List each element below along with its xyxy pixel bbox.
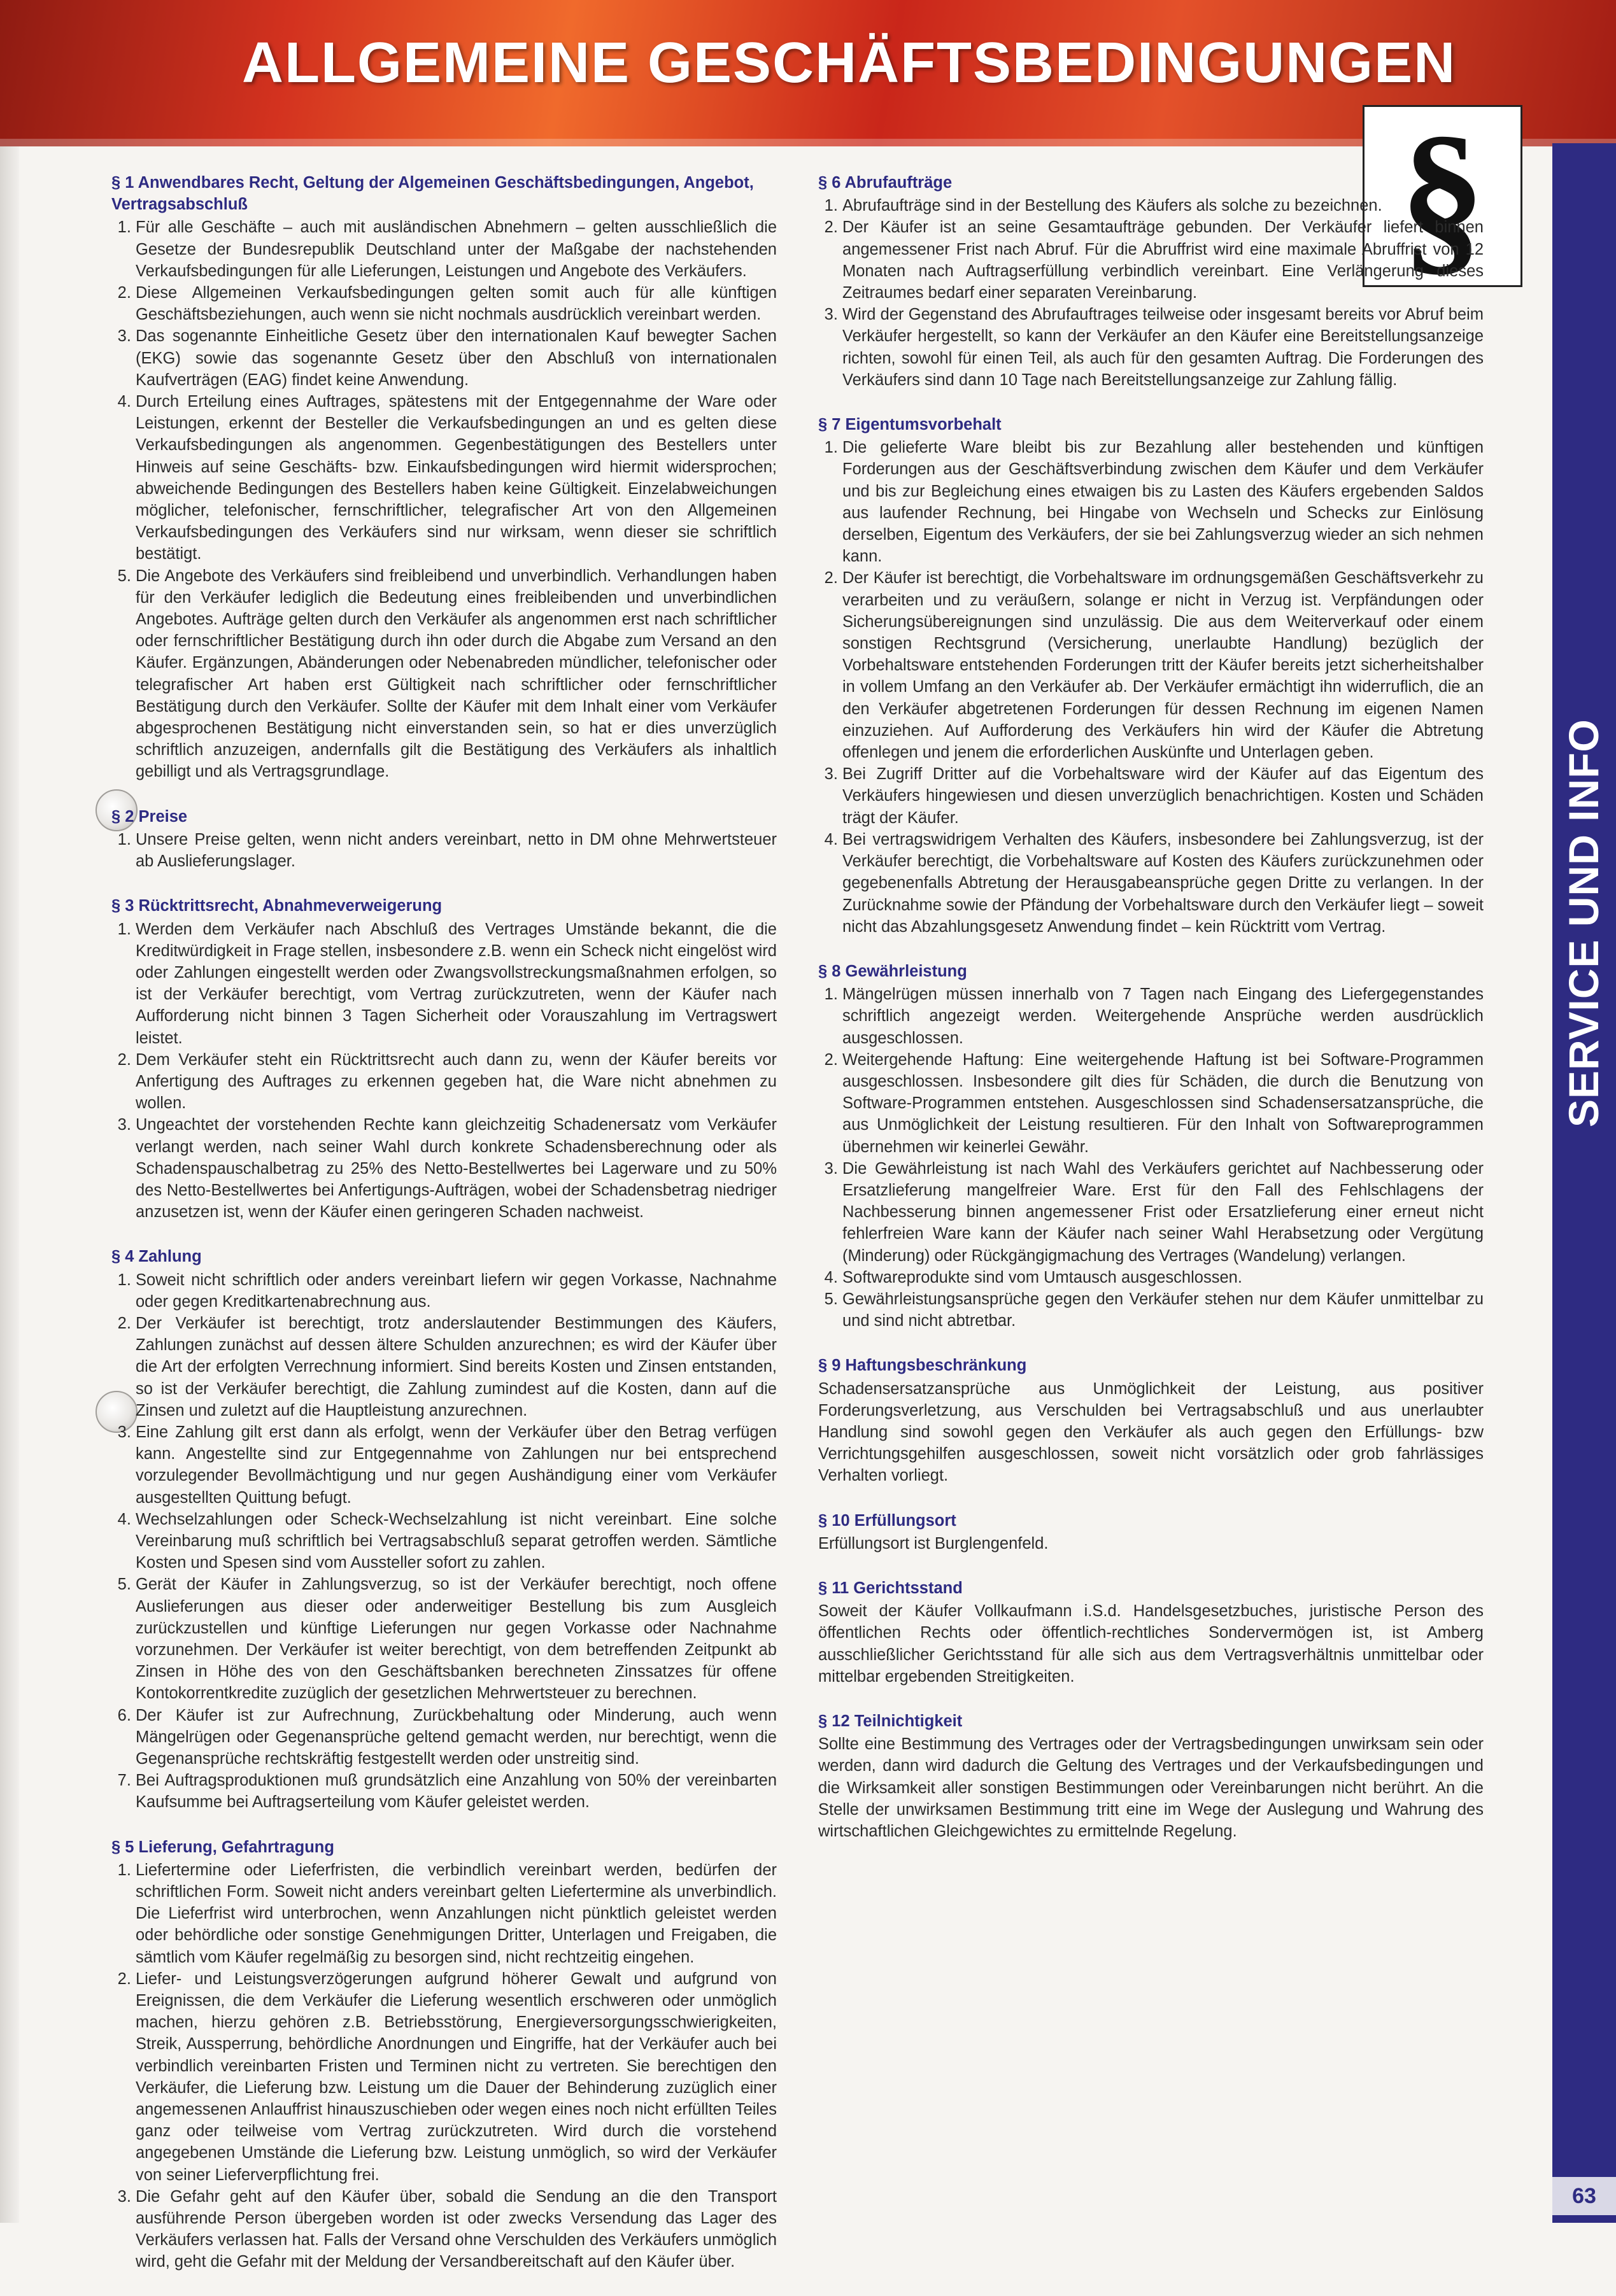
section-12 [818, 1710, 1484, 1842]
section-title: § 2 Preise [111, 807, 188, 826]
list-item: 3. Das sogenannte Einheitliche Gesetz über den internationalen Kauf bewegter Sachen (EKG) sowie das sogenannte Gesetz über den Abschluß von internationalen Kaufverträgen (EAG) findet keine Anwendung. [136, 325, 777, 391]
list-item: 2. Der Käufer ist berechtigt, die Vorbehaltsware im ordnungsgemäßen Geschäftsverkehr zu verarbeiten und zu veräußern, solange er nicht in Verzug ist. Verpfändungen oder Sicherungsübereignungen sind unzulässig. Die aus dem Weiterverkauf oder einem sonstigen Rechtsgrund (Versicherung, unerlaubte Handlung) bezüglich der Vorbehaltsware entstehenden Forderungen tritt der Käufer bereits jetzt sicherheitshalber in vollem Umfang an den Verkäufer ab. Der Verkäufer ermächtigt ihn widerruflich, die an den Verkäufer abgetretenen Forderungen für dessen Rechnung im eigenen Namen einzuziehen. Auf Aufforderung des Verkäufers hin wird der Käufer die Abtretung offenlegen und jenem die erforderlichen Auskünfte und Unterlagen geben. [842, 567, 1484, 763]
section-6 [818, 172, 1484, 391]
section-1 [111, 172, 777, 783]
list-item: 3. Die Gewährleistung ist nach Wahl des Verkäufers gerichtet auf Nachbesserung oder Ersatzlieferung mangelfreier Ware. Erst für den Fall des Fehlschlagens der Nachbesserung binnen angemessener Frist oder Ersatzlieferung einer erneut nicht fehlerfreien Ware kann der Käufer nach seiner Wahl Herabsetzung oder Vergütung (Minderung) oder Rückgängigmachung des Vertrages (Wandelung) verlangen. [842, 1158, 1484, 1267]
list-item: 4. Durch Erteilung eines Auftrages, spätestens mit der Entgegennahme der Ware oder Leistungen, erkennt der Besteller die Verkaufsbedingungen an und es gelten diese Verkaufsbedingungen als angenommen. Gegenbestätigungen des Bestellers unter Hinweis auf seine Geschäfts- bzw. Einkaufsbedingungen wird hiermit widersprochen; abweichende Bedingungen des Bestellers haben keine Gültigkeit. Einzelabweichungen möglicher, telefonischer, fernschriftlicher, telegrafischer Art von den Allgemeinen Verkaufsbedingungen des Verkäufers sind nur wirksam, wenn dieser sie schriftlich bestätigt. [136, 391, 777, 565]
section-title: § 12 Teilnichtigkeit [818, 1712, 963, 1730]
section-text: Erfüllungsort ist Burglengenfeld. [818, 1534, 1049, 1553]
list-item: 2. Liefer- und Leistungsverzögerungen aufgrund höherer Gewalt und aufgrund von Ereignissen, die dem Verkäufer die Lieferung wesentlich erschweren oder unmöglich machen, hierzu gehören z.B. Betriebsstörung, Energieversorgungsschwierigkeiten, Streik, Aussperrung, behördliche Anordnungen und Eingriffe, hat der Verkäufer auch bei verbindlich vereinbarten Fristen und Terminen nicht zu vertreten. Sie berechtigen den Verkäufer, die Lieferung bzw. Leistung um die Dauer der Behinderung zuzüglich einer angemessenen Anlauffrist hinauszuschieben oder wegen eines noch nicht erfüllten Teiles ganz oder teilweise vom Vertrag zurückzutreten. Wird durch die vorstehend angegebenen Umstände die Lieferung bzw. Leistung unmöglich, so wird der Verkäufer von seiner Lieferverpflichtung frei. [136, 1968, 777, 2186]
list-item: 2. Dem Verkäufer steht ein Rücktrittsrecht auch dann zu, wenn der Käufer bereits vor Anfertigung des Auftrages zu erkennen gegeben hat, die Ware nicht abnehmen zu wollen. [136, 1049, 777, 1115]
section-text: Schadensersatzansprüche aus Unmöglichkeit der Leistung, aus positiver Forderungsverletzung, aus Verschulden bei Vertragsabschluß und aus unerlaubter Handlung sind sowohl gegen den Verkäufer als auch gegen den Erfüllungs- bzw Verrichtungsgehilfen ausgeschlossen, soweit nicht vorsätzlich oder grob fahrlässiges Verhalten vorliegt. [818, 1379, 1484, 1485]
section-2 [111, 806, 777, 873]
list-item: 5. Die Angebote des Verkäufers sind freibleibend und unverbindlich. Verhandlungen haben für den Verkäufer lediglich die Bedeutung eines freibleibenden und unverbindlichen Angebotes. Aufträge gelten durch den Verkäufer als angenommen erst nach schriftlicher oder fernschriftlicher Bestätigung durch ihn oder durch die Abgabe zum Versand an den Käufer. Ergänzungen, Abänderungen oder Nebenabreden mündlicher, telefonischer oder telegrafischer Art haben erst Gültigkeit nach schriftlicher oder fernschriftlicher Bestätigung durch den Verkäufer. Sollte der Käufer mit dem Inhalt einer vom Verkäufer abgesprochenen Bestätigung nicht einverstanden sein, so hat er dies unverzüglich schriftlich anzuzeigen, andernfalls gilt die Bestätigung des Verkäufers als inhaltlich gebilligt und als Vertragsgrundlage. [136, 565, 777, 783]
list-item: 1. Die gelieferte Ware bleibt bis zur Bezahlung aller bestehenden und künftigen Forderungen aus der Geschäftsverbindung zwischen dem Käufer und dem Verkäufer und bis zur Begleichung eines etwaigen bis zu Lasten des Käufers ergebenden Saldos aus laufender Rechnung, bei Hingabe von Wechseln und Schecks zur Einlösung derselben, Eigentum des Verkäufers, der sie bei Zahlungsverzug wieder an sich nehmen kann. [842, 437, 1484, 567]
section-10 [818, 1510, 1484, 1554]
section-title: § 9 Haftungsbeschränkung [818, 1356, 1027, 1375]
list-item: 1. Werden dem Verkäufer nach Abschluß des Vertrages Umstände bekannt, die die Kreditwürdigkeit in Frage stellen, insbesondere z.B. wenn ein Scheck nicht eingelöst wird oder Zahlungen eingestellt werden oder Zwangsvollstreckungsmaßnahmen erfolgen, so ist der Verkäufer berechtigt, vom Vertrag zurückzutreten, wenn der Käufer nach Aufforderung nicht binnen 3 Tagen Sicherheit oder Vorauszahlung im Vertragswert leistet. [136, 919, 777, 1049]
list-item: 1. Mängelrügen müssen innerhalb von 7 Tagen nach Eingang des Liefergegenstandes schriftlich angezeigt werden. Weitergehende Ansprüche werden ausdrücklich ausgeschlossen. [842, 983, 1484, 1049]
page-title: ALLGEMEINE GESCHÄFTSBEDINGUNGEN [242, 31, 1457, 95]
section-11 [818, 1577, 1484, 1687]
list-item: 7. Bei Auftragsproduktionen muß grundsätzlich eine Anzahlung von 50% der vereinbarten Kaufsumme bei Auftragserteilung vom Käufer geleistet werden. [136, 1770, 777, 1813]
section-7 [818, 414, 1484, 938]
section-title: § 7 Eigentumsvorbehalt [818, 416, 1002, 434]
list-item: 2. Weitergehende Haftung: Eine weitergehende Haftung ist bei Software-Programmen ausgeschlossen. Insbesondere gilt dies für Schäden, die durch die Benutzung von Software-Programmen entstehen. Ausgeschlossen sind Schadensersatzansprüche, die aus Unmöglichkeit der Leistung resultieren. Für den Inhalt von Softwareprogrammen übernehmen wir keinerlei Gewähr. [842, 1049, 1484, 1158]
right-column [818, 172, 1484, 1865]
list-item: 3. Wird der Gegenstand des Abrufauftrages teilweise oder insgesamt bereits vor Abruf beim Verkäufer hergestellt, so kann der Verkäufer an den Käufer eine Bereitstellungsanzeige richten, sowohl für einen Teil, als auch für den gesamten Auftrag. Die Forderungen des Verkäufers sind dann 10 Tage nach Bereitstellungsanzeige zur Zahlung fällig. [842, 304, 1484, 391]
list-item: 4. Softwareprodukte sind vom Umtausch ausgeschlossen. [842, 1267, 1484, 1288]
list-item: 2. Diese Allgemeinen Verkaufsbedingungen gelten somit auch für alle künftigen Geschäftsbeziehungen, auch wenn sie nicht nochmals ausdrücklich vereinbart werden. [136, 282, 777, 325]
section-text: Soweit der Käufer Vollkaufmann i.S.d. Handelsgesetzbuches, juristische Person des öffentlichen Rechts oder öffentlich-rechtliches Sondervermögen ist, ist Amberg ausschließlicher Gerichtsstand für alle sich aus dem Vertragsverhältnis unmittelbar oder mittelbar ergebenden Streitigkeiten. [818, 1602, 1484, 1686]
side-bar [1552, 143, 1616, 2223]
left-column [111, 172, 777, 2296]
list-item: 6. Der Käufer ist zur Aufrechnung, Zurückbehaltung oder Minderung, auch wenn Mängelrügen oder Gegenansprüche geltend gemacht werden, nur berechtigt, wenn die Gegenansprüche rechtskräftig festgestellt werden oder unstreitig sind. [136, 1705, 777, 1770]
section-title: § 6 Abrufaufträge [818, 174, 953, 192]
section-title: § 8 Gewährleistung [818, 962, 967, 980]
section-title: § 10 Erfüllungsort [818, 1511, 956, 1530]
page-spine [0, 0, 19, 2223]
section-9 [818, 1355, 1484, 1486]
list-item: 1. Abrufaufträge sind in der Bestellung des Käufers als solche zu bezeichnen. [842, 195, 1484, 216]
list-item: 5. Gerät der Käufer in Zahlungsverzug, so ist der Verkäufer berechtigt, noch offene Auslieferungen aus dieser oder anderweitiger Bestellung bis zum Ausgleich zurückzustellen und künftige Lieferungen nur gegen Vorkasse oder Nachnahme vorzunehmen. Der Verkäufer ist weiter berechtigt, von dem betreffenden Zeitpunkt ab Zinsen in Höhe des von den Geschäftsbanken berechneten Zinssatzes für offene Kontokorrentkredite zuzüglich der gesetzlichen Mehrwertsteuer zu berechnen. [136, 1574, 777, 1704]
list-item: 5. Gewährleistungsansprüche gegen den Verkäufer stehen nur dem Käufer unmittelbar zu und sind nicht abtretbar. [842, 1288, 1484, 1332]
section-5 [111, 1836, 777, 2273]
section-text: Sollte eine Bestimmung des Vertrages oder der Vertragsbedingungen unwirksam sein oder werden, dann wird dadurch die Geltung des Vertrages und der Verkaufsbedingungen und die Wirksamkeit aller sonstigen Bestimmungen oder Vereinbarungen nicht berührt. An die Stelle der unwirksamen Bestimmung tritt eine im Wege der Auslegung und Wahrung des wirtschaftlichen Gleichgewichtes zu ermittelnde Regelung. [818, 1735, 1484, 1841]
list-item: 4. Wechselzahlungen oder Scheck-Wechselzahlung ist nicht vereinbart. Eine solche Vereinbarung muß schriftlich bei Vertragsabschluß separat getroffen werden. Sämtliche Kosten und Spesen sind vom Aussteller sofort zu zahlen. [136, 1509, 777, 1574]
section-4 [111, 1246, 777, 1813]
list-item: 1. Für alle Geschäfte – auch mit ausländischen Abnehmern – gelten ausschließlich die Gesetze der Bundesrepublik Deutschland unter der Maßgabe der nachstehenden Verkaufsbedingungen für alle Lieferungen, Leistungen und Angebote des Verkäufers. [136, 216, 777, 282]
section-title: § 11 Gerichtsstand [818, 1579, 963, 1597]
section-title: § 4 Zahlung [111, 1248, 202, 1266]
list-item: 2. Der Verkäufer ist berechtigt, trotz anderslautender Bestimmungen des Käufers, Zahlungen zunächst auf dessen ältere Schulden anzurechnen; es wird der Käufer über die Art der erfolgten Verrechnung informiert. Sind bereits Kosten und Zinsen entstanden, so ist der Verkäufer berechtigt, die Zahlung zumindest auf die Kosten, dann auf die Zinsen und zuletzt auf die Hauptleistung anzurechnen. [136, 1313, 777, 1421]
section-8 [818, 961, 1484, 1332]
list-item: 1. Liefertermine oder Lieferfristen, die verbindlich vereinbart werden, bedürfen der schriftlichen Form. Soweit nicht anders vereinbart gelten Liefertermine als unverbindlich. Die Lieferfrist wird unterbrochen, wenn Anzahlungen nicht pünktlich geleistet werden oder behördliche oder sonstige Genehmigungen Dritter, Unterlagen und Freigaben, die sämtlich vom Käufer regelmäßig zu besorgen sind, nicht rechtzeitig eingehen. [136, 1859, 777, 1968]
side-label: SERVICE UND INFO [1560, 719, 1607, 1127]
section-3 [111, 895, 777, 1223]
list-item: 2. Der Käufer ist an seine Gesamtaufträge gebunden. Der Verkäufer liefert binnen angemessener Frist nach Abruf. Für die Abruffrist wird eine maximale Abruffrist von 12 Monaten nach Auftragserfüllung verbindlich vereinbart. Eine Verlängerung dieses Zeitraumes bedarf einer separaten Vereinbarung. [842, 216, 1484, 304]
list-item: 1. Soweit nicht schriftlich oder anders vereinbart liefern wir gegen Vorkasse, Nachnahme oder gegen Kreditkartenabrechnung aus. [136, 1269, 777, 1313]
list-item: 3. Ungeachtet der vorstehenden Rechte kann gleichzeitig Schadenersatz vom Verkäufer verlangt werden, nach seiner Wahl durch konkrete Schadensberechnung oder als Schadenspauschalbetrag zu 25% des Netto-Bestellwertes bei Lagerware und zu 50% des Netto-Bestellwertes bei Anfertigungs-Aufträgen, wobei der Schadensbetrag niedriger anzusetzen ist, wenn der Käufer einen geringeren Schaden nachweist. [136, 1114, 777, 1223]
section-title: § 3 Rücktrittsrecht, Abnahmeverweigerung [111, 897, 443, 915]
list-item: 1. Unsere Preise gelten, wenn nicht anders vereinbart, netto in DM ohne Mehrwertsteuer ab Auslieferungslager. [136, 829, 777, 872]
section-title: § 5 Lieferung, Gefahrtragung [111, 1838, 334, 1856]
list-item: 3. Eine Zahlung gilt erst dann als erfolgt, wenn der Verkäufer über den Betrag verfügen kann. Angestellte sind zur Entgegennahme von Zahlungen nur bei entsprechend vorzulegender Bevollmächtigung und nur gegen Aushändigung einer vom Verkäufer ausgestellten Quittung befugt. [136, 1421, 777, 1509]
page-number: 63 [1552, 2177, 1616, 2215]
list-item: 3. Die Gefahr geht auf den Käufer über, sobald die Sendung an die den Transport ausführende Person übergeben worden ist oder zwecks Versendung das Lager des Verkäufers verlassen hat. Falls der Versand ohne Verschulden des Verkäufers unmöglich wird, geht die Gefahr mit der Meldung der Versandbereitschaft auf den Käufer über. [136, 2186, 777, 2273]
list-item: 4. Bei vertragswidrigem Verhalten des Käufers, insbesondere bei Zahlungsverzug, ist der Verkäufer berechtigt, die Vorbehaltsware auf Kosten des Käufers zurückzunehmen oder gegebenenfalls Abtretung der Herausgabeansprüche gegen Dritte zu verlangen. In der Zurücknahme sowie der Pfändung der Vorbehaltsware durch den Verkäufer liegt – soweit nicht das Abzahlungsgesetz Anwendung findet – kein Rücktritt vom Vertrag. [842, 829, 1484, 938]
section-title: § 1 Anwendbares Recht, Geltung der Algemeinen Geschäftsbedingungen, Angebot, Vertragsabschluß [111, 174, 754, 214]
list-item: 3. Bei Zugriff Dritter auf die Vorbehaltsware wird der Käufer auf das Eigentum des Verkäufers hingewiesen und diesen unverzüglich benachrichtigen. Kosten und Schäden trägt der Käufer. [842, 763, 1484, 829]
paragraph-symbol: § [1400, 101, 1485, 291]
